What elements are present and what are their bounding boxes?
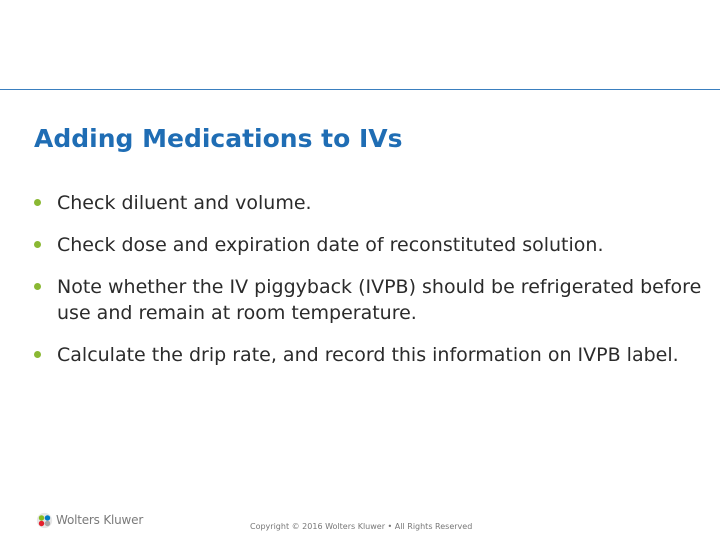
bullet-item bbox=[34, 274, 704, 326]
bullet-item bbox=[34, 232, 704, 258]
bullet-list bbox=[34, 190, 704, 384]
bullet-text: Check diluent and volume. bbox=[57, 192, 312, 214]
copyright-notice: Copyright © 2016 Wolters Kluwer • All Rights Reserved bbox=[250, 522, 473, 531]
bullet-dot-icon bbox=[34, 199, 41, 206]
bullet-dot-icon bbox=[34, 351, 41, 358]
company-logo bbox=[36, 511, 143, 529]
bullet-text: Check dose and expiration date of reconstituted solution. bbox=[57, 234, 604, 256]
logo-text: Wolters Kluwer bbox=[56, 513, 144, 527]
bullet-item bbox=[34, 342, 704, 368]
bullet-text: Note whether the IV piggyback (IVPB) should be refrigerated before use and remain at room temperature. bbox=[57, 276, 702, 324]
bullet-item bbox=[34, 190, 704, 216]
bullet-dot-icon bbox=[34, 241, 41, 248]
wolters-kluwer-logo-icon bbox=[36, 512, 53, 529]
header-divider bbox=[0, 89, 720, 90]
bullet-text: Calculate the drip rate, and record this information on IVPB label. bbox=[57, 344, 679, 366]
slide-title: Adding Medications to IVs bbox=[34, 124, 403, 153]
bullet-dot-icon bbox=[34, 283, 41, 290]
